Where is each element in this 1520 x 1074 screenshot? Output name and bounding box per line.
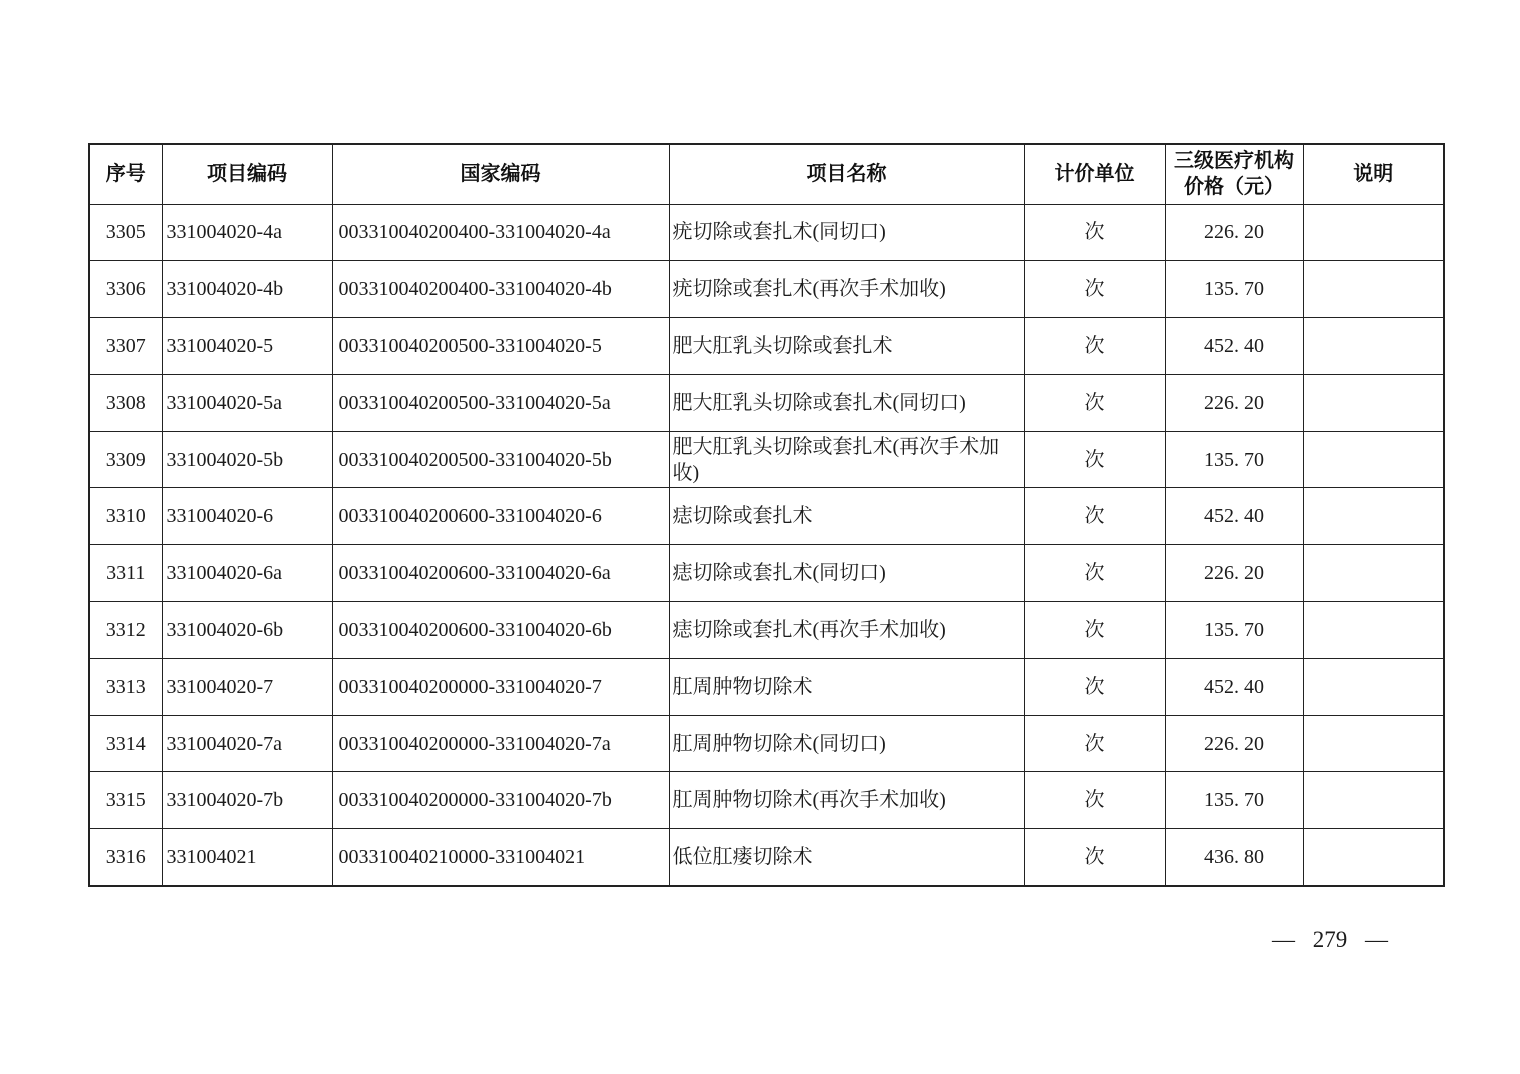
cell-unit: 次 xyxy=(1024,602,1165,659)
cell-national-code: 003310040200500-331004020-5b xyxy=(332,431,669,488)
cell-national-code: 003310040200600-331004020-6 xyxy=(332,488,669,545)
cell-unit: 次 xyxy=(1024,772,1165,829)
cell-unit: 次 xyxy=(1024,318,1165,375)
cell-project-code: 331004020-4a xyxy=(162,204,332,261)
table-header xyxy=(89,144,1444,204)
cell-project-code: 331004020-5b xyxy=(162,431,332,488)
cell-price: 452. 40 xyxy=(1165,488,1303,545)
cell-price: 226. 20 xyxy=(1165,715,1303,772)
cell-national-code: 003310040200500-331004020-5 xyxy=(332,318,669,375)
cell-price: 436. 80 xyxy=(1165,829,1303,886)
cell-national-code: 003310040200400-331004020-4a xyxy=(332,204,669,261)
cell-note xyxy=(1303,318,1444,375)
header-national-code: 国家编码 xyxy=(332,144,669,204)
cell-price: 135. 70 xyxy=(1165,431,1303,488)
cell-project-code: 331004020-5a xyxy=(162,374,332,431)
cell-national-code: 003310040200600-331004020-6a xyxy=(332,545,669,602)
cell-seq: 3312 xyxy=(89,602,162,659)
table-row xyxy=(89,715,1444,772)
cell-unit: 次 xyxy=(1024,204,1165,261)
cell-unit: 次 xyxy=(1024,829,1165,886)
cell-project-name: 疣切除或套扎术(再次手术加收) xyxy=(669,261,1024,318)
cell-project-name: 疣切除或套扎术(同切口) xyxy=(669,204,1024,261)
cell-price: 135. 70 xyxy=(1165,602,1303,659)
header-price: 三级医疗机构价格（元） xyxy=(1165,144,1303,204)
cell-price: 226. 20 xyxy=(1165,545,1303,602)
cell-note xyxy=(1303,374,1444,431)
cell-seq: 3316 xyxy=(89,829,162,886)
table-row xyxy=(89,204,1444,261)
table-row xyxy=(89,602,1444,659)
cell-note xyxy=(1303,431,1444,488)
price-table xyxy=(88,143,1445,887)
cell-project-code: 331004021 xyxy=(162,829,332,886)
cell-seq: 3307 xyxy=(89,318,162,375)
cell-seq: 3309 xyxy=(89,431,162,488)
cell-project-name: 肥大肛乳头切除或套扎术 xyxy=(669,318,1024,375)
header-seq: 序号 xyxy=(89,144,162,204)
cell-price: 135. 70 xyxy=(1165,772,1303,829)
cell-seq: 3310 xyxy=(89,488,162,545)
cell-price: 135. 70 xyxy=(1165,261,1303,318)
table-row xyxy=(89,829,1444,886)
table-row xyxy=(89,488,1444,545)
header-row xyxy=(89,144,1444,204)
cell-seq: 3313 xyxy=(89,658,162,715)
cell-seq: 3305 xyxy=(89,204,162,261)
table-row xyxy=(89,318,1444,375)
cell-note xyxy=(1303,261,1444,318)
cell-project-code: 331004020-7b xyxy=(162,772,332,829)
table-body xyxy=(89,204,1444,886)
cell-price: 226. 20 xyxy=(1165,374,1303,431)
cell-project-code: 331004020-6a xyxy=(162,545,332,602)
cell-note xyxy=(1303,204,1444,261)
cell-note xyxy=(1303,772,1444,829)
cell-price: 452. 40 xyxy=(1165,658,1303,715)
cell-note xyxy=(1303,488,1444,545)
cell-national-code: 003310040210000-331004021 xyxy=(332,829,669,886)
cell-project-code: 331004020-6b xyxy=(162,602,332,659)
cell-unit: 次 xyxy=(1024,658,1165,715)
cell-note xyxy=(1303,715,1444,772)
cell-unit: 次 xyxy=(1024,374,1165,431)
table-row xyxy=(89,431,1444,488)
cell-project-name: 肥大肛乳头切除或套扎术(再次手术加收) xyxy=(669,431,1024,488)
cell-seq: 3314 xyxy=(89,715,162,772)
cell-project-name: 痣切除或套扎术(同切口) xyxy=(669,545,1024,602)
cell-unit: 次 xyxy=(1024,488,1165,545)
header-unit: 计价单位 xyxy=(1024,144,1165,204)
cell-project-code: 331004020-4b xyxy=(162,261,332,318)
cell-project-name: 肥大肛乳头切除或套扎术(同切口) xyxy=(669,374,1024,431)
cell-national-code: 003310040200000-331004020-7a xyxy=(332,715,669,772)
cell-national-code: 003310040200500-331004020-5a xyxy=(332,374,669,431)
cell-national-code: 003310040200400-331004020-4b xyxy=(332,261,669,318)
cell-price: 452. 40 xyxy=(1165,318,1303,375)
cell-project-name: 肛周肿物切除术(再次手术加收) xyxy=(669,772,1024,829)
table-row xyxy=(89,374,1444,431)
cell-unit: 次 xyxy=(1024,431,1165,488)
cell-seq: 3311 xyxy=(89,545,162,602)
cell-note xyxy=(1303,602,1444,659)
cell-project-code: 331004020-7 xyxy=(162,658,332,715)
cell-project-name: 痣切除或套扎术(再次手术加收) xyxy=(669,602,1024,659)
header-note: 说明 xyxy=(1303,144,1444,204)
header-project-name: 项目名称 xyxy=(669,144,1024,204)
cell-note xyxy=(1303,545,1444,602)
table-row xyxy=(89,261,1444,318)
cell-note xyxy=(1303,658,1444,715)
cell-national-code: 003310040200600-331004020-6b xyxy=(332,602,669,659)
cell-project-code: 331004020-5 xyxy=(162,318,332,375)
cell-project-name: 肛周肿物切除术(同切口) xyxy=(669,715,1024,772)
cell-national-code: 003310040200000-331004020-7 xyxy=(332,658,669,715)
header-project-code: 项目编码 xyxy=(162,144,332,204)
cell-unit: 次 xyxy=(1024,261,1165,318)
cell-project-name: 肛周肿物切除术 xyxy=(669,658,1024,715)
cell-note xyxy=(1303,829,1444,886)
cell-project-name: 痣切除或套扎术 xyxy=(669,488,1024,545)
table-row xyxy=(89,772,1444,829)
table-row xyxy=(89,545,1444,602)
cell-project-code: 331004020-7a xyxy=(162,715,332,772)
cell-seq: 3306 xyxy=(89,261,162,318)
cell-price: 226. 20 xyxy=(1165,204,1303,261)
cell-unit: 次 xyxy=(1024,715,1165,772)
cell-unit: 次 xyxy=(1024,545,1165,602)
cell-project-name: 低位肛瘘切除术 xyxy=(669,829,1024,886)
cell-seq: 3315 xyxy=(89,772,162,829)
page-number: — 279 — xyxy=(1272,927,1388,952)
cell-project-code: 331004020-6 xyxy=(162,488,332,545)
cell-seq: 3308 xyxy=(89,374,162,431)
table-row xyxy=(89,658,1444,715)
cell-national-code: 003310040200000-331004020-7b xyxy=(332,772,669,829)
